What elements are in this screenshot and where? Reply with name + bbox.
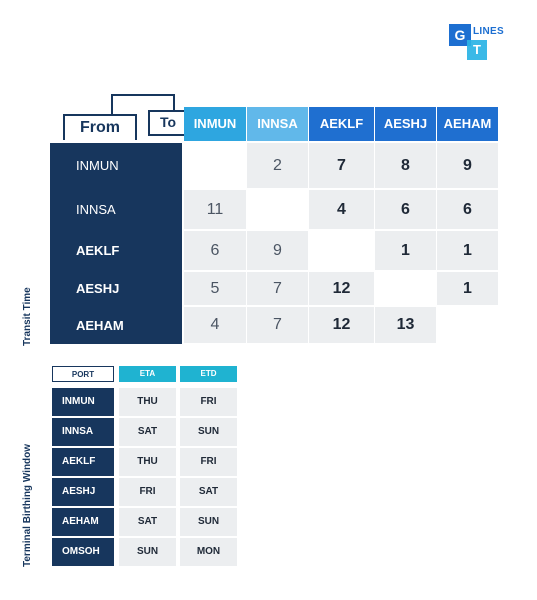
transit-time-label: Transit Time <box>22 287 33 346</box>
transit-cell <box>247 190 308 229</box>
logo-t: T <box>467 40 487 60</box>
terminal-eta-cell: SUN <box>119 538 176 566</box>
terminal-header: ETA <box>119 366 176 382</box>
column-header: AESHJ <box>375 107 436 141</box>
row-port-label: AEKLF <box>76 243 120 258</box>
transit-cell: 9 <box>247 231 308 270</box>
transit-cell: 7 <box>309 143 374 188</box>
column-header: INNSA <box>247 107 308 141</box>
terminal-etd-cell: FRI <box>180 388 237 416</box>
terminal-port: AESHJ <box>52 478 114 506</box>
terminal-port: INNSA <box>52 418 114 446</box>
transit-cell <box>184 143 246 188</box>
column-header: INMUN <box>184 107 246 141</box>
transit-cell: 4 <box>309 190 374 229</box>
terminal-etd-cell: SAT <box>180 478 237 506</box>
terminal-port: AEKLF <box>52 448 114 476</box>
row-port-label: INNSA <box>76 202 116 217</box>
terminal-eta-cell: SAT <box>119 418 176 446</box>
gt-lines-logo <box>449 24 511 60</box>
transit-cell <box>375 272 436 305</box>
row-header <box>50 307 182 344</box>
transit-cell: 5 <box>184 272 246 305</box>
transit-cell: 6 <box>375 190 436 229</box>
transit-cell <box>437 307 498 343</box>
transit-cell <box>309 231 374 270</box>
transit-cell: 7 <box>247 307 308 343</box>
terminal-eta-cell: THU <box>119 388 176 416</box>
row-header <box>50 231 182 271</box>
row-port-label: AEHAM <box>76 318 124 333</box>
from-label: From <box>63 114 137 140</box>
terminal-etd-cell: SUN <box>180 508 237 536</box>
terminal-eta-cell: THU <box>119 448 176 476</box>
transit-cell: 11 <box>184 190 246 229</box>
row-header <box>50 272 182 306</box>
transit-cell: 8 <box>375 143 436 188</box>
terminal-eta-cell: FRI <box>119 478 176 506</box>
transit-cell: 1 <box>437 272 498 305</box>
terminal-etd-cell: MON <box>180 538 237 566</box>
terminal-port: INMUN <box>52 388 114 416</box>
transit-cell: 12 <box>309 272 374 305</box>
transit-cell: 6 <box>184 231 246 270</box>
logo-lines: LINES <box>473 26 504 37</box>
to-label: To <box>148 110 188 136</box>
terminal-etd-cell: FRI <box>180 448 237 476</box>
terminal-port: AEHAM <box>52 508 114 536</box>
transit-cell: 13 <box>375 307 436 343</box>
row-port-label: AESHJ <box>76 281 120 296</box>
logo-g: G <box>449 24 471 46</box>
transit-cell: 2 <box>247 143 308 188</box>
transit-cell: 6 <box>437 190 498 229</box>
column-header: AEKLF <box>309 107 374 141</box>
terminal-etd-cell: SUN <box>180 418 237 446</box>
transit-cell: 4 <box>184 307 246 343</box>
row-port-label: INMUN <box>76 158 119 173</box>
transit-cell: 1 <box>437 231 498 270</box>
transit-cell: 9 <box>437 143 498 188</box>
transit-cell: 12 <box>309 307 374 343</box>
terminal-header: ETD <box>180 366 237 382</box>
from-to-label <box>63 94 183 144</box>
transit-cell: 7 <box>247 272 308 305</box>
row-header <box>50 190 182 230</box>
row-header <box>50 143 182 189</box>
terminal-port: OMSOH <box>52 538 114 566</box>
terminal-header: PORT <box>52 366 114 382</box>
transit-cell: 1 <box>375 231 436 270</box>
terminal-eta-cell: SAT <box>119 508 176 536</box>
terminal-birthing-label: Terminal Birthing Window <box>22 443 33 567</box>
column-header: AEHAM <box>437 107 498 141</box>
